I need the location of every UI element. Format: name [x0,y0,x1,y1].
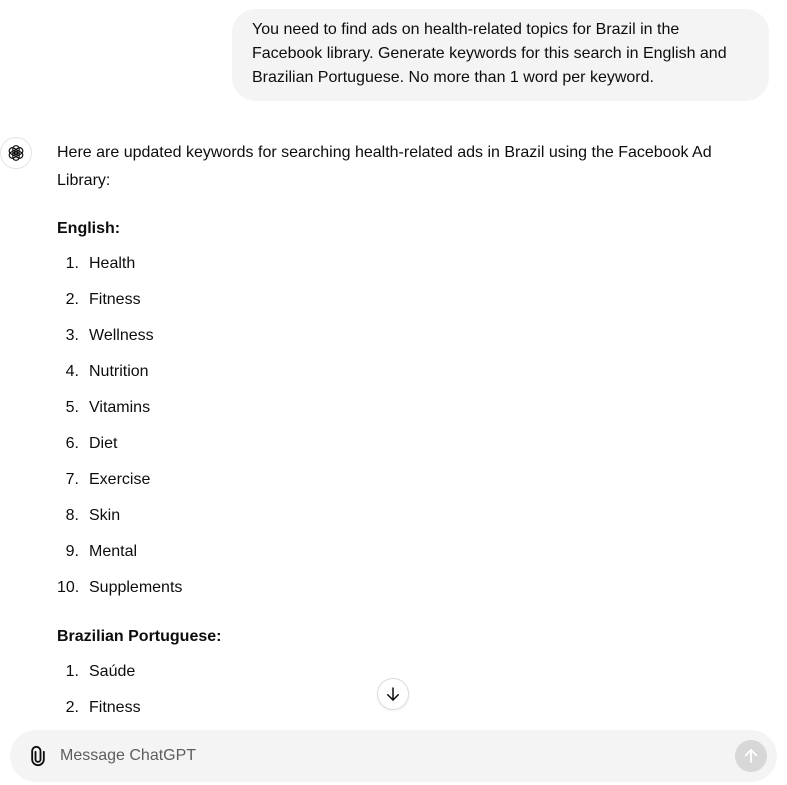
list-item [57,250,357,286]
list-item-number: 10. [57,579,80,596]
list-item-number: 1. [65,255,79,272]
list-item-number: 7. [65,471,79,488]
list-item [57,394,357,430]
scroll-to-bottom-button[interactable] [377,678,409,710]
assistant-avatar [0,137,32,169]
list-item-label: Skin [89,507,121,524]
portuguese-keyword-list [57,658,357,730]
attach-button[interactable] [26,744,50,768]
list-item [57,658,357,694]
list-item [57,358,357,394]
paperclip-icon [28,745,48,767]
openai-logo-icon [6,143,26,163]
list-item-number: 8. [65,507,79,524]
list-item-label: Health [89,255,136,272]
list-item [57,466,357,502]
list-item-number: 2. [65,699,79,716]
list-item [57,286,357,322]
list-item-label: Nutrition [89,363,149,380]
user-message-bubble [232,9,769,101]
list-item-number: 4. [65,363,79,380]
list-item-label: Vitamins [89,399,151,416]
assistant-message [57,139,757,716]
list-item-number: 2. [65,291,79,308]
list-item [57,574,357,610]
list-item [57,502,357,538]
english-heading: English: [57,220,121,237]
user-message-line: Brazilian Portuguese. No more than 1 word per keyword. [252,69,654,86]
list-item-number: 6. [65,435,79,452]
list-item [57,538,357,574]
user-message-line: You need to find ads on health-related topics for Brazil in the [252,21,680,38]
assistant-intro-line: Here are updated keywords for searching health-related ads in Brazil using the Facebook Ad [57,144,712,161]
list-item-label: Fitness [89,291,141,308]
list-item-label: Saúde [89,663,136,680]
arrow-up-icon [742,747,760,765]
list-item [57,694,357,730]
list-item-number: 1. [65,663,79,680]
list-item-number: 9. [65,543,79,560]
message-input[interactable] [60,743,720,769]
message-composer [10,730,777,782]
send-button[interactable] [735,740,767,772]
user-message-line: Facebook library. Generate keywords for this search in English and [252,45,727,62]
english-keyword-list [57,250,357,610]
list-item-label: Exercise [89,471,151,488]
list-item [57,430,357,466]
list-item-label: Mental [89,543,138,560]
list-item-label: Diet [89,435,118,452]
assistant-intro-line: Library: [57,172,111,189]
list-item [57,322,357,358]
assistant-intro [57,139,757,195]
portuguese-heading: Brazilian Portuguese: [57,628,222,645]
list-item-label: Supplements [89,579,183,596]
list-item-label: Wellness [89,327,154,344]
list-item-number: 3. [65,327,79,344]
list-item-label: Fitness [89,699,141,716]
list-item-number: 5. [65,399,79,416]
arrow-down-icon [384,685,402,703]
